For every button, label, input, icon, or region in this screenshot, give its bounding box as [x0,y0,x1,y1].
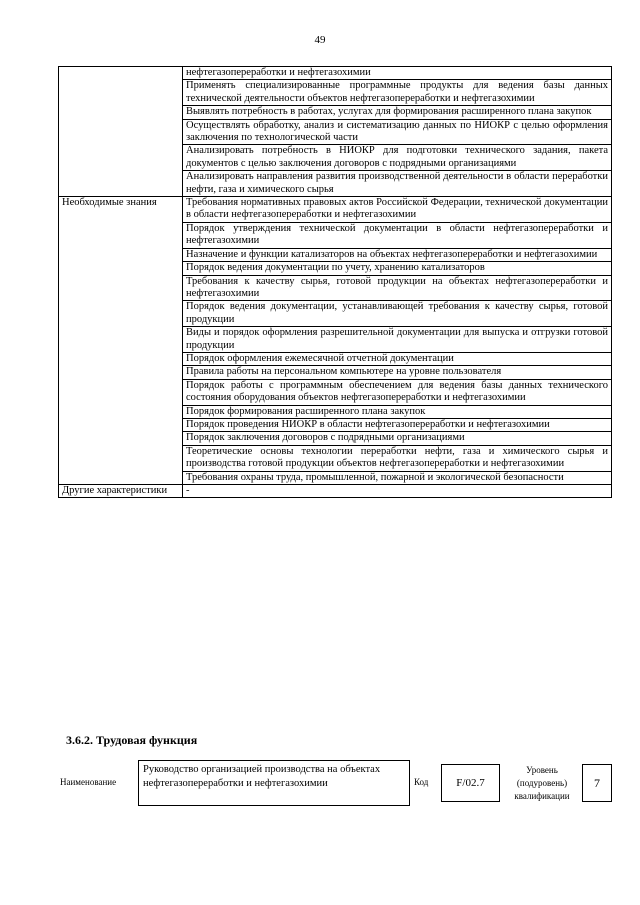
row-text: Порядок работы с программным обеспечением для ведения базы данных технического состояния оборудования объектов нефтегазопереработки и нефтегазохимии [183,379,612,405]
name-value: Руководство организацией производства на объектах нефтегазопереработки и нефтегазохимии [138,760,410,806]
row-text: Осуществлять обработку, анализ и систематизацию данных по НИОКР с целью оформления заключения по технологической части [183,119,612,145]
row-text: Применять специализированные программные продукты для ведения базы данных технической деятельности объектов нефтегазопереработки и нефтегазохимии [183,80,612,106]
row-text: Порядок оформления ежемесячной отчетной документации [183,352,612,365]
row-label-knowledge: Необходимые знания [59,197,183,485]
level-label: Уровень (подуровень) квалификации [514,765,570,801]
row-text: Выявлять потребность в работах, услугах для формирования расширенного плана закупок [183,106,612,119]
row-text: Порядок проведения НИОКР в области нефтегазопереработки и нефтегазохимии [183,418,612,431]
row-text: Порядок формирования расширенного плана закупок [183,405,612,418]
row-text: Виды и порядок оформления разрешительной документации для выпуска и отгрузки готовой продукции [183,327,612,353]
table-row [59,485,612,498]
requirements-table [58,66,612,498]
row-text: Требования нормативных правовых актов Российской Федерации, технической документации в области нефтегазопереработки и нефтегазохимии [183,197,612,223]
level-value: 7 [582,764,612,802]
row-text: Теоретические основы технологии переработки нефти, газа и химического сырья и производства готовой продукции объектов нефтегазопереработки и нефтегазохимии [183,445,612,471]
row-label-other: Другие характеристики [59,485,183,498]
row-text: Анализировать потребность в НИОКР для подготовки технического задания, пакета документов с целью заключения договоров с подрядными организациями [183,145,612,171]
row-text: Требования охраны труда, промышленной, пожарной и экологической безопасности [183,471,612,484]
row-text: Правила работы на персональном компьютере на уровне пользователя [183,366,612,379]
row-text: Анализировать направления развития производственной деятельности в области переработки нефти, газа и химического сырья [183,171,612,197]
row-text: Порядок ведения документации, устанавливающей требования к качеству сырья, готовой продукции [183,301,612,327]
page-number: 49 [314,34,326,46]
row-text: Назначение и функции катализаторов на объектах нефтегазопереработки и нефтегазохимии [183,248,612,261]
section-heading: 3.6.2. Трудовая функция [66,733,198,747]
code-value: F/02.7 [441,764,500,802]
row-text: Порядок утверждения технической документации в области нефтегазопереработки и нефтегазохимии [183,222,612,248]
row-text: Порядок заключения договоров с подрядными организациями [183,432,612,445]
row-text: нефтегазопереработки и нефтегазохимии [183,67,612,80]
row-text: Порядок ведения документации по учету, хранению катализаторов [183,262,612,275]
row-label [59,67,183,197]
table-row [59,197,612,223]
row-text: - [183,485,612,498]
code-label: Код [414,777,429,787]
row-text: Требования к качеству сырья, готовой продукции на объектах нефтегазопереработки и нефтегазохимии [183,275,612,301]
table-row [59,67,612,80]
name-label: Наименование [60,777,117,787]
